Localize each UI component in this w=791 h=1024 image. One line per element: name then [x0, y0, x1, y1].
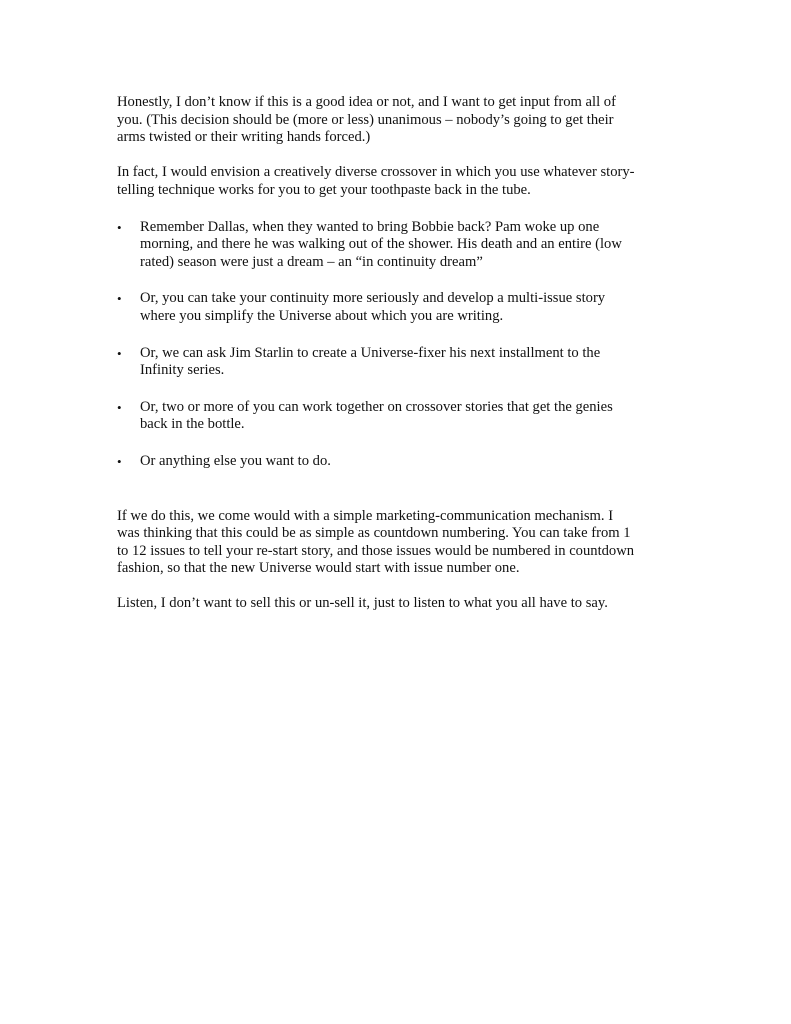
marketing-paragraph	[117, 508, 677, 578]
envision-paragraph	[117, 164, 677, 199]
bullet-icon: •	[117, 453, 122, 469]
list-item	[117, 345, 677, 380]
bullet-icon: •	[117, 399, 122, 415]
text-line: Infinity series.	[140, 362, 225, 379]
text-line: morning, and there he was walking out of the shower. His death and an entire (low	[140, 236, 622, 253]
bullet-icon: •	[117, 345, 122, 361]
text-line: Or anything else you want to do.	[140, 452, 331, 469]
text-line: Listen, I don’t want to sell this or un-sell it, just to listen to what you all have to say.	[117, 595, 608, 612]
text-line: In fact, I would envision a creatively diverse crossover in which you use whatever story-	[117, 164, 635, 181]
text-line: telling technique works for you to get your toothpaste back in the tube.	[117, 181, 531, 198]
text-line: you. (This decision should be (more or less) unanimous – nobody’s going to get their	[117, 111, 614, 128]
document-body	[117, 94, 677, 613]
text-line: back in the bottle.	[140, 416, 245, 433]
closing-paragraph	[117, 595, 677, 613]
bullet-icon: •	[117, 219, 122, 235]
intro-paragraph	[117, 94, 677, 147]
text-line: where you simplify the Universe about which you are writing.	[140, 307, 504, 324]
text-line: arms twisted or their writing hands forced.)	[117, 129, 371, 146]
list-item	[117, 219, 677, 272]
text-line: rated) season were just a dream – an “in continuity dream”	[140, 253, 483, 270]
list-item	[117, 290, 677, 325]
list-item	[117, 399, 677, 434]
text-line: to 12 issues to tell your re-start story, and those issues would be numbered in countdown	[117, 542, 635, 559]
text-line: Or, we can ask Jim Starlin to create a Universe-fixer his next installment to the	[140, 344, 601, 361]
text-line: Or, you can take your continuity more seriously and develop a multi-issue story	[140, 290, 606, 307]
text-line: Or, two or more of you can work together on crossover stories that get the genies	[140, 398, 613, 415]
list-item	[117, 453, 677, 471]
bullet-icon: •	[117, 291, 122, 307]
text-line: Honestly, I don’t know if this is a good idea or not, and I want to get input from all of	[117, 94, 616, 110]
text-line: was thinking that this could be as simple as countdown numbering. You can take from 1	[117, 525, 631, 542]
text-line: If we do this, we come would with a simple marketing-communication mechanism. I	[117, 507, 614, 524]
text-line: Remember Dallas, when they wanted to bring Bobbie back? Pam woke up one	[140, 218, 600, 235]
text-line: fashion, so that the new Universe would start with issue number one.	[117, 560, 520, 577]
options-list	[117, 219, 677, 471]
